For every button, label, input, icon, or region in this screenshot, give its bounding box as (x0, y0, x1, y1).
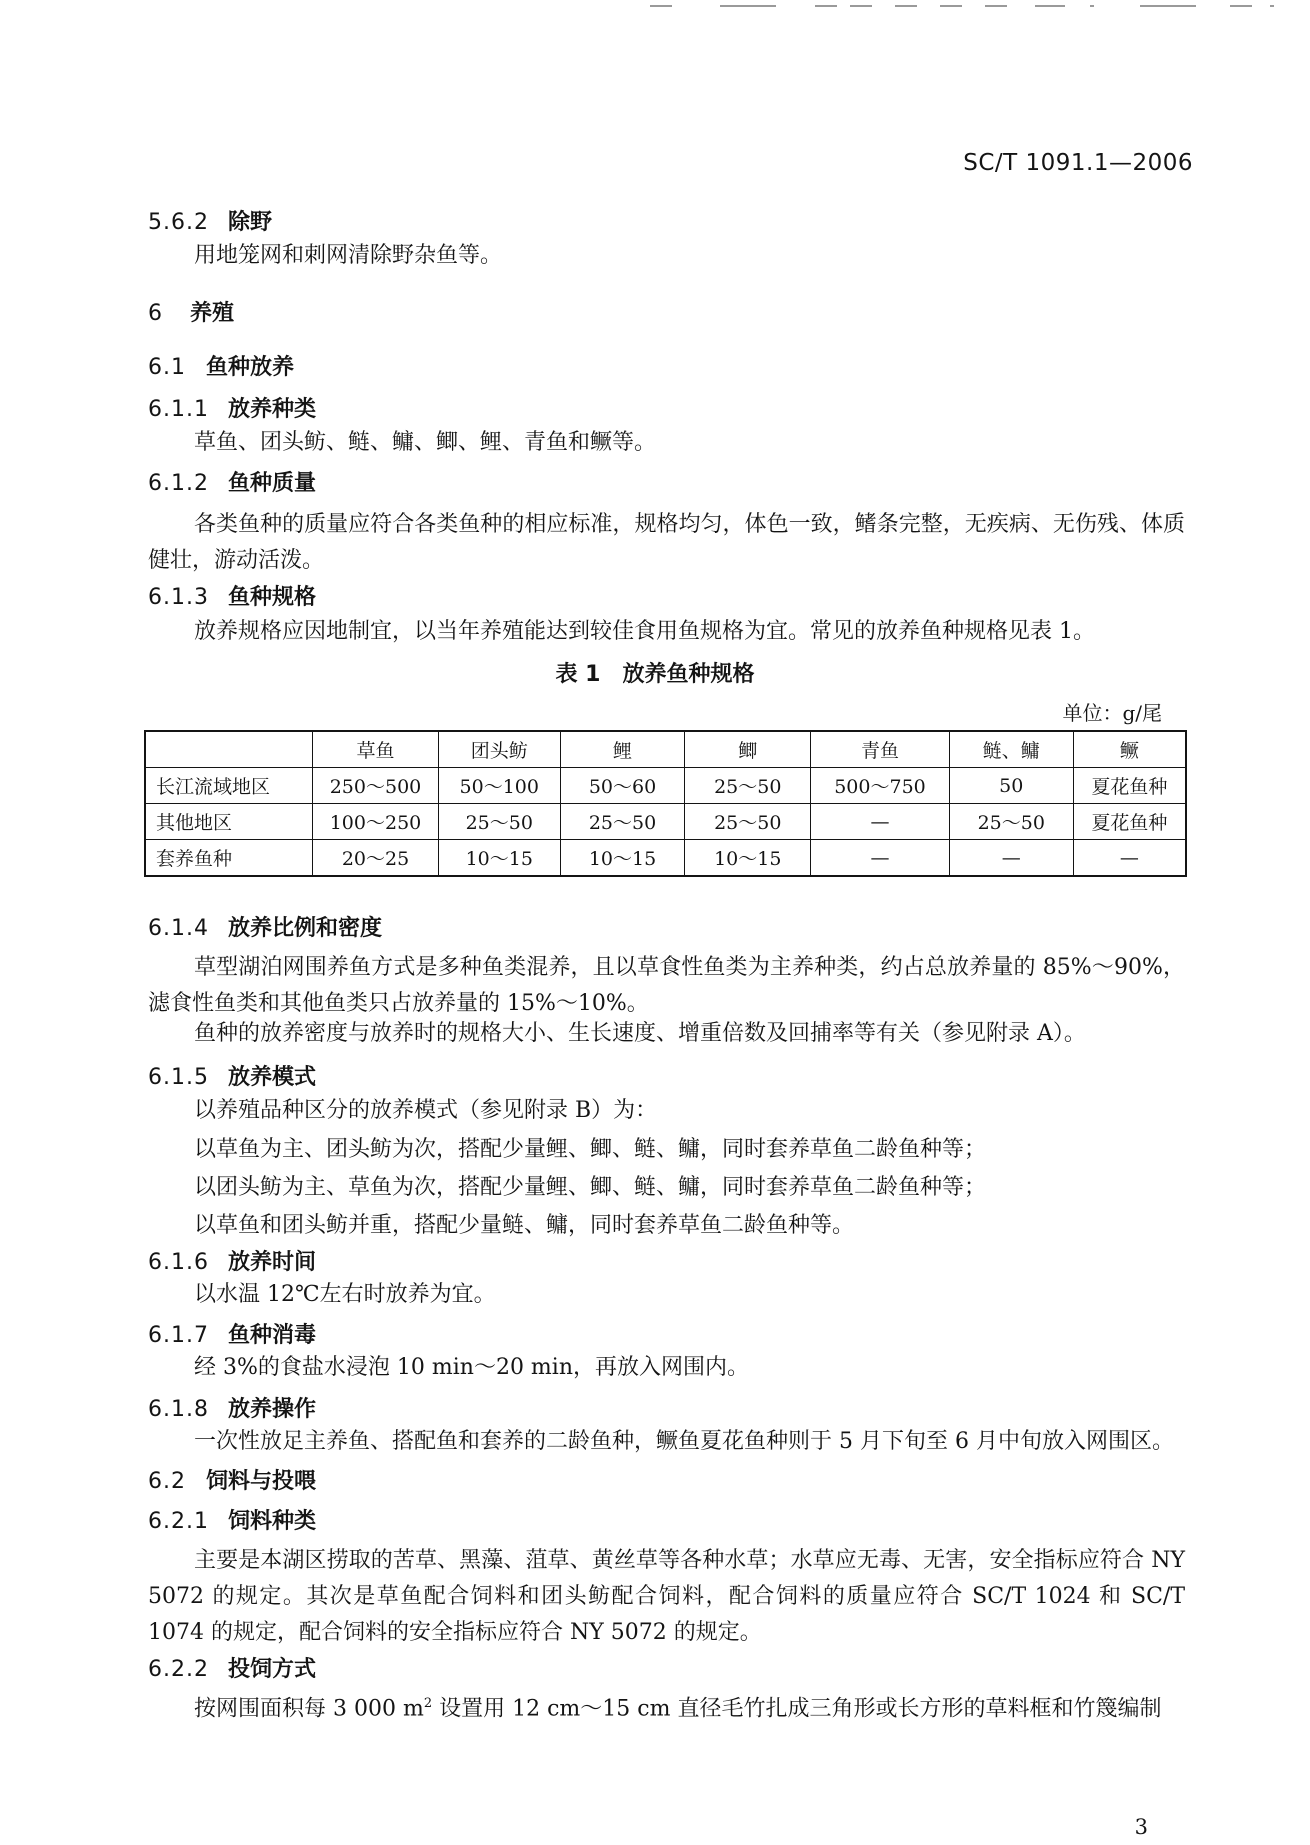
header-cell (145, 731, 313, 768)
heading-6-1-6 (148, 1245, 316, 1276)
row-label: 套养鱼种 (145, 840, 313, 877)
section-number: 6.2.2 (148, 1657, 209, 1682)
header-cell: 鲢、鳙 (949, 731, 1073, 768)
row-label: 其他地区 (145, 804, 313, 840)
superscript: 2 (423, 1696, 433, 1711)
heading-6-2-2 (148, 1652, 316, 1683)
section-title: 鱼种放养 (206, 355, 295, 380)
table-cell: 50～60 (560, 768, 685, 804)
heading-6-1-7 (148, 1318, 316, 1349)
section-title: 放养操作 (228, 1397, 317, 1422)
table-title: 表 1 放养鱼种规格 (555, 662, 755, 687)
section-number: 6.1.4 (148, 916, 209, 941)
table-cell: — (811, 840, 950, 877)
table-cell: 10～15 (685, 840, 811, 877)
paragraph-6-1-2: 各类鱼种的质量应符合各类鱼种的相应标准，规格均匀，体色一致，鳍条完整，无疾病、无伤残、体质健壮，游动活泼。 (148, 512, 1185, 573)
heading-5-6-2 (148, 205, 272, 236)
paragraph-5-6-2: 用地笼网和刺网清除野杂鱼等。 (194, 243, 503, 268)
section-title: 鱼种规格 (228, 585, 317, 610)
heading-6-2-1 (148, 1504, 316, 1535)
section-title: 放养模式 (228, 1065, 317, 1090)
section-title: 除野 (228, 210, 273, 235)
paragraph-6-1-4-a: 草型湖泊网围养鱼方式是多种鱼类混养，且以草食性鱼类为主养种类，约占总放养量的 85%～90%，滤食性鱼类和其他鱼类只占放养量的 15%～10%。 (148, 955, 1185, 1016)
text-segment: 按网围面积每 3 000 m (194, 1696, 424, 1722)
section-title: 鱼种消毒 (228, 1323, 317, 1348)
section-number: 6.2.1 (148, 1509, 209, 1534)
fingerling-spec-table (144, 730, 1187, 877)
stocking-mode-item: 以团头鲂为主、草鱼为次，搭配少量鲤、鲫、鲢、鳙，同时套养草鱼二龄鱼种等； (194, 1175, 987, 1200)
table-cell: 夏花鱼种 (1073, 804, 1186, 840)
table-cell: 25～50 (685, 768, 811, 804)
table-row (145, 840, 1186, 877)
table-cell: 25～50 (560, 804, 685, 840)
heading-6-1-8 (148, 1392, 316, 1423)
heading-6-1 (148, 350, 294, 381)
section-number: 5.6.2 (148, 210, 209, 235)
section-title: 饲料种类 (228, 1509, 317, 1534)
table-cell: 100～250 (313, 804, 439, 840)
paragraph-6-2-1: 主要是本湖区捞取的苦草、黑藻、菹草、黄丝草等各种水草；水草应无毒、无害，安全指标应符合 NY 5072 的规定。其次是草鱼配合饲料和团头鲂配合饲料，配合饲料的质量应符合 SC/T 1024 和 SC/T 1074 的规定，配合饲料的安全指标应符合 NY 5072 的规定。 (148, 1548, 1185, 1645)
table-cell: 10～15 (560, 840, 685, 877)
stocking-mode-item: 以草鱼为主、团头鲂为次，搭配少量鲤、鲫、鲢、鳙，同时套养草鱼二龄鱼种等； (194, 1137, 987, 1162)
table-cell: 250～500 (313, 768, 439, 804)
heading-6-1-3 (148, 580, 316, 611)
section-title: 放养种类 (228, 397, 317, 422)
heading-6 (148, 296, 234, 327)
section-number: 6.1 (148, 355, 186, 380)
paragraph-6-1-5-intro: 以养殖品种区分的放养模式（参见附录 B）为： (194, 1098, 658, 1123)
section-title: 放养比例和密度 (228, 916, 383, 941)
header-cell: 鲤 (560, 731, 685, 768)
stocking-mode-item: 以草鱼和团头鲂并重，搭配少量鲢、鳙，同时套养草鱼二龄鱼种等。 (194, 1213, 855, 1238)
page-number: 3 (1134, 1815, 1148, 1839)
table-cell: 500～750 (811, 768, 950, 804)
text-segment: 设置用 12 cm～15 cm 直径毛竹扎成三角形或长方形的草料框和竹篾编制 (432, 1696, 1162, 1722)
section-title: 饲料与投喂 (206, 1469, 317, 1494)
table-unit: 单位：g/尾 (1062, 701, 1162, 725)
header-cell: 鲫 (685, 731, 811, 768)
header-cell: 鳜 (1073, 731, 1186, 768)
section-number: 6 (148, 301, 163, 326)
table-cell: — (811, 804, 950, 840)
section-number: 6.1.7 (148, 1323, 209, 1348)
table-cell: 25～50 (685, 804, 811, 840)
heading-6-1-4 (148, 911, 382, 942)
table-header-row (145, 731, 1186, 768)
row-label: 长江流域地区 (145, 768, 313, 804)
table-cell: 10～15 (438, 840, 560, 877)
table-cell: — (949, 840, 1073, 877)
section-title: 放养时间 (228, 1250, 317, 1275)
heading-6-2 (148, 1464, 316, 1495)
scan-artifact-marks (640, 0, 1300, 14)
table-cell: 夏花鱼种 (1073, 768, 1186, 804)
section-title: 养殖 (190, 301, 235, 326)
paragraph-6-1-8: 一次性放足主养鱼、搭配鱼和套养的二龄鱼种，鳜鱼夏花鱼种则于 5 月下旬至 6 月中旬放入网围区。 (194, 1429, 1174, 1454)
paragraph-6-1-3: 放养规格应因地制宜，以当年养殖能达到较佳食用鱼规格为宜。常见的放养鱼种规格见表 1。 (194, 619, 1095, 644)
paragraph-6-1-7: 经 3%的食盐水浸泡 10 min～20 min，再放入网围内。 (194, 1355, 749, 1380)
paragraph-6-2-2 (148, 1686, 1185, 1727)
section-number: 6.1.3 (148, 585, 209, 610)
heading-6-1-5 (148, 1060, 316, 1091)
table-cell: 25～50 (949, 804, 1073, 840)
table-cell: 25～50 (438, 804, 560, 840)
header-cell: 草鱼 (313, 731, 439, 768)
heading-6-1-2 (148, 466, 316, 497)
paragraph-6-1-4-b: 鱼种的放养密度与放养时的规格大小、生长速度、增重倍数及回捕率等有关（参见附录 A）。 (194, 1021, 1086, 1046)
section-title: 鱼种质量 (228, 471, 317, 496)
table-cell: 50 (949, 768, 1073, 804)
table-cell: 20～25 (313, 840, 439, 877)
table-cell: — (1073, 840, 1186, 877)
header-cell: 青鱼 (811, 731, 950, 768)
section-title: 投饲方式 (228, 1657, 317, 1682)
section-number: 6.1.8 (148, 1397, 209, 1422)
paragraph-6-1-6: 以水温 12℃左右时放养为宜。 (194, 1282, 496, 1307)
section-number: 6.1.5 (148, 1065, 209, 1090)
table-row (145, 768, 1186, 804)
header-cell: 团头鲂 (438, 731, 560, 768)
table-row (145, 804, 1186, 840)
section-number: 6.2 (148, 1469, 186, 1494)
table-cell: 50～100 (438, 768, 560, 804)
section-number: 6.1.6 (148, 1250, 209, 1275)
section-number: 6.1.2 (148, 471, 209, 496)
section-number: 6.1.1 (148, 397, 209, 422)
standard-code: SC/T 1091.1—2006 (963, 150, 1193, 176)
paragraph-6-1-1: 草鱼、团头鲂、鲢、鳙、鲫、鲤、青鱼和鳜等。 (194, 430, 657, 455)
heading-6-1-1 (148, 392, 316, 423)
